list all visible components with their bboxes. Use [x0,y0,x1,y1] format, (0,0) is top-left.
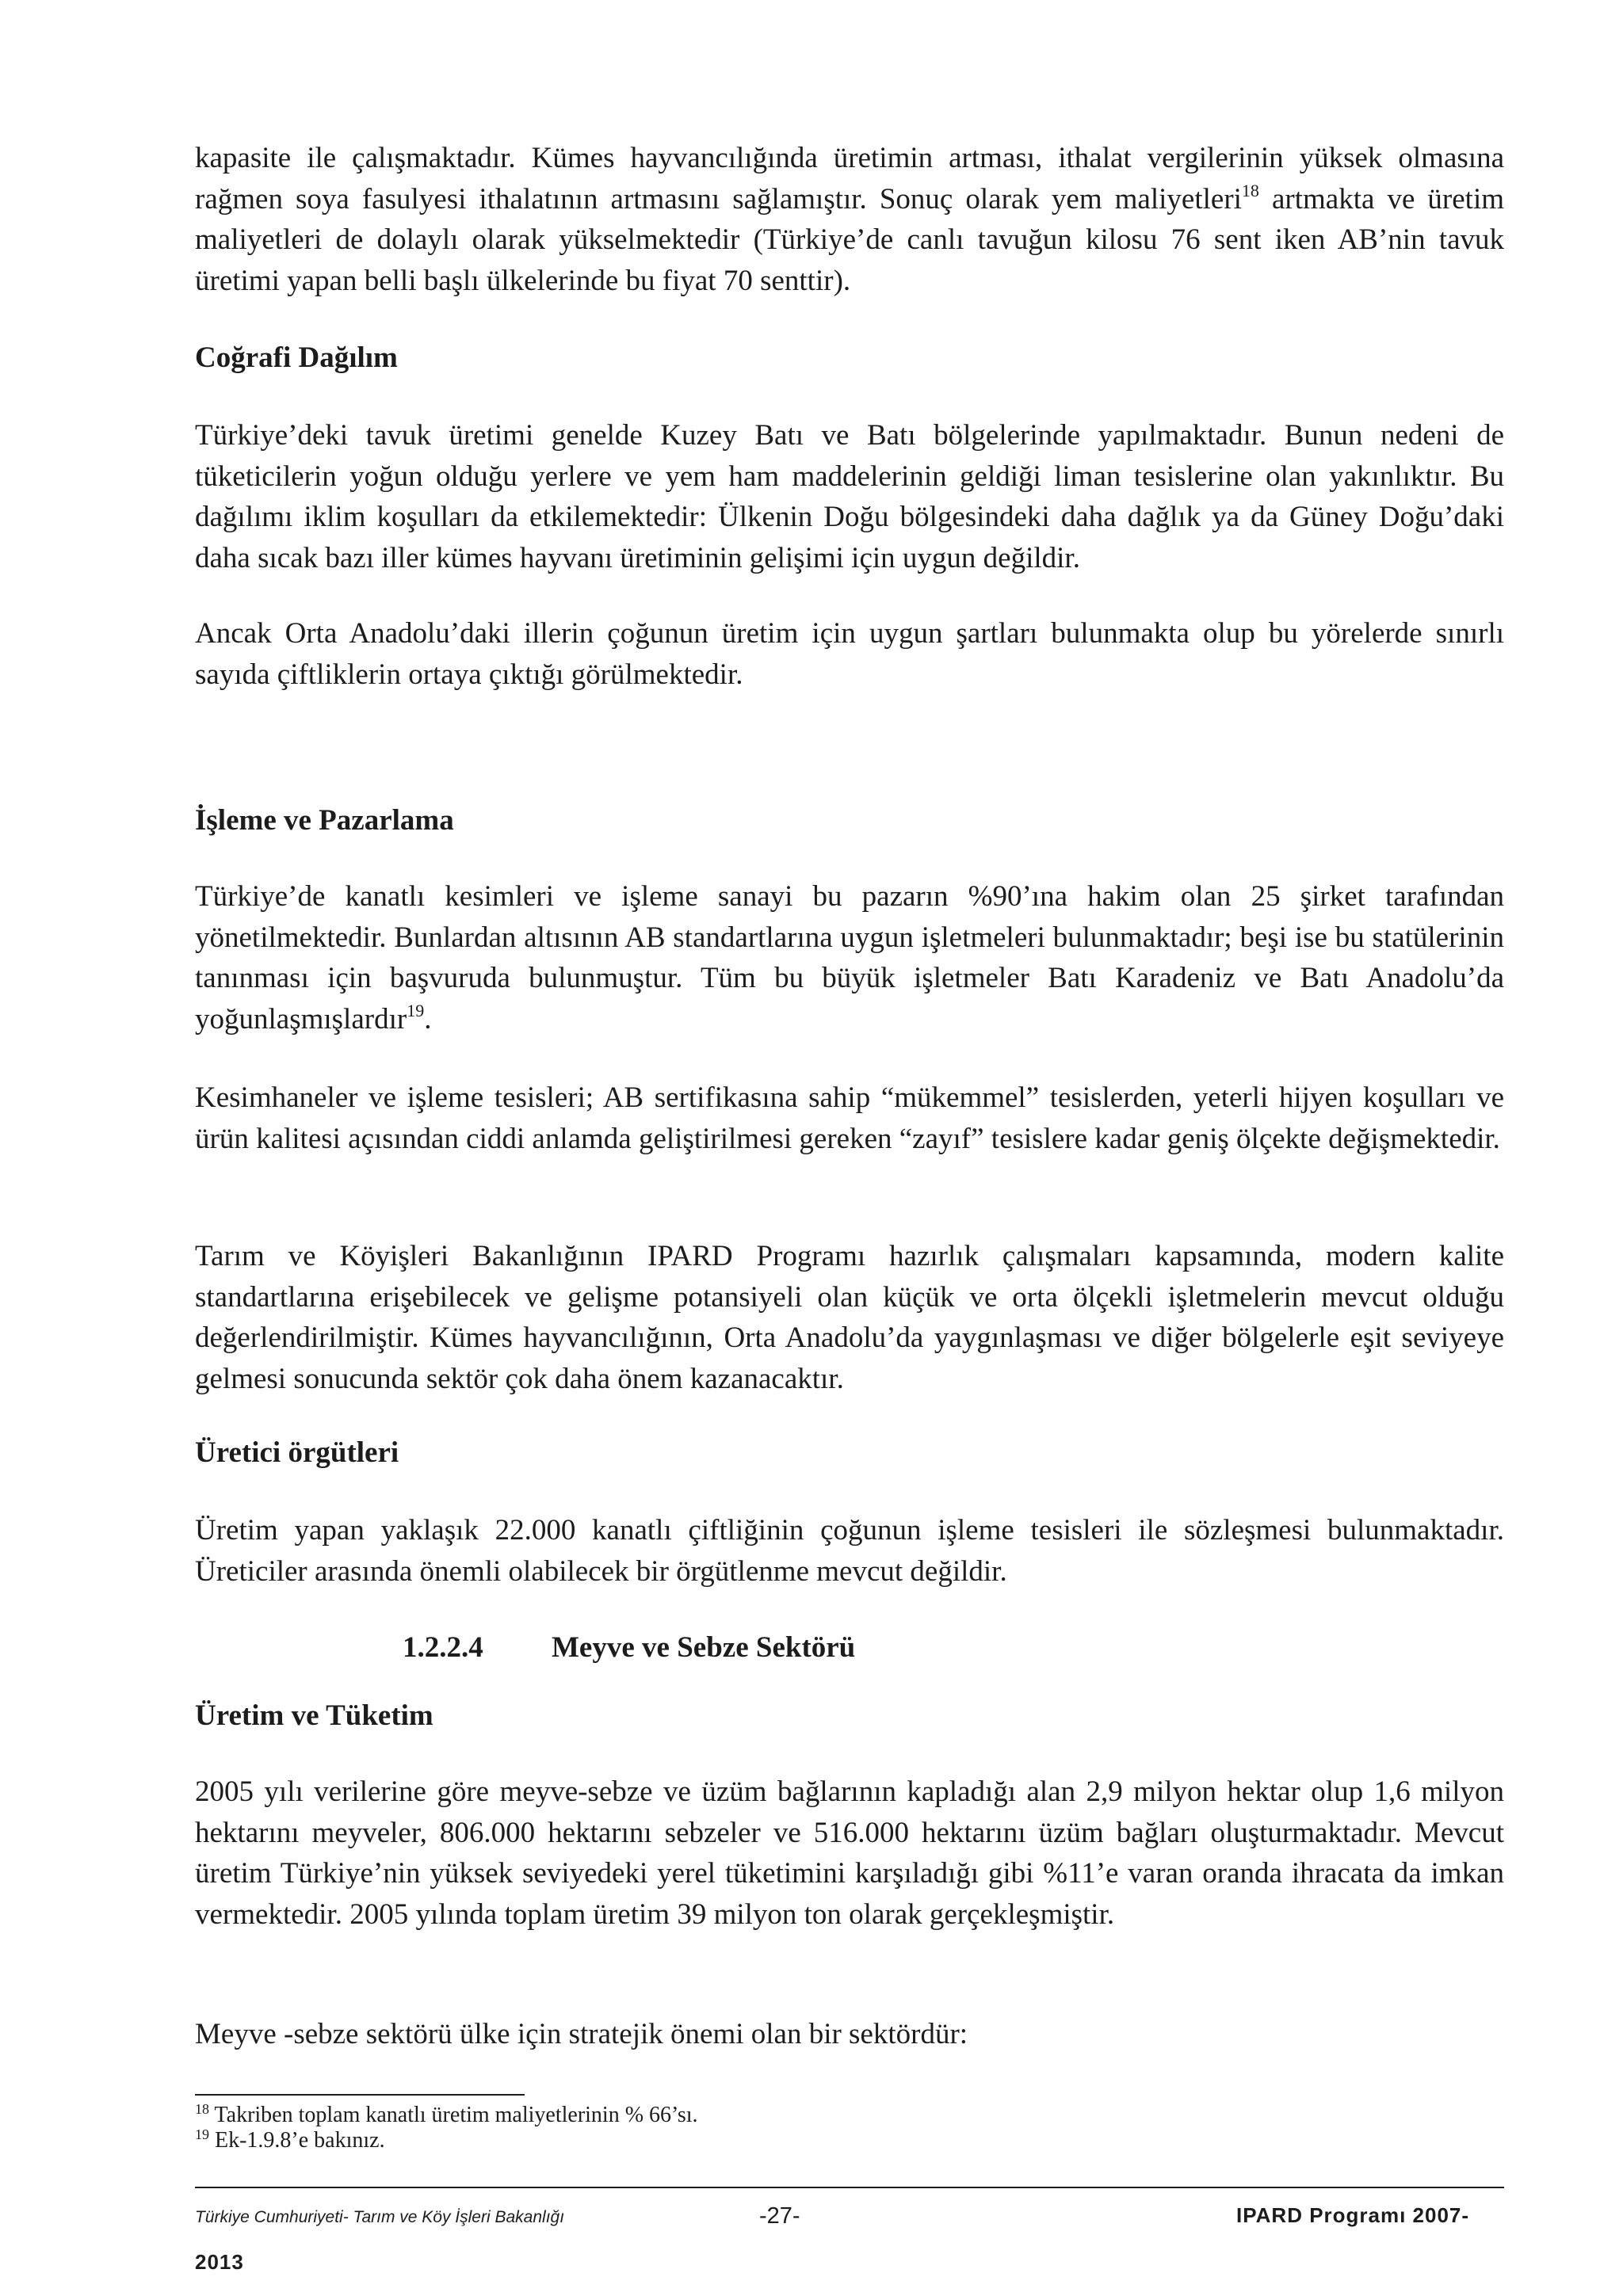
paragraph-ipard-preparation: Tarım ve Köyişleri Bakanlığının IPARD Programı hazırlık çalışmaları kapsamında, modern kalite standartlarına erişebilecek ve gelişme potansiyeli olan küçük ve orta ölçekli işletmelerin mevcut olduğu değerlendirilmiştir. Kümes hayvancılığının, Orta Anadolu’da yaygınlaşması ve diğer bölgelerle eşit seviyeye gelmesi sonucunda sektör çok daha önem kazanacaktır. [195,1240,1504,1395]
paragraph-slaughterhouses: Kesimhaneler ve işleme tesisleri; AB sertifikasına sahip “mükemmel” tesislerden, yeterli hijyen koşulları ve ürün kalitesi açısından ciddi anlamda geliştirilmesi gereken “zayıf” tesislere kadar geniş ölçekte değişmektedir. [195,1081,1504,1155]
section-title: Meyve ve Sebze Sektörü [552,1631,856,1664]
paragraph-feed-costs: kapasite ile çalışmaktadır. Kümes hayvancılığında üretimin artması, ithalat vergilerinin yüksek olmasına rağmen soya fasulyesi ithalatının artmasını sağlamıştır. Sonuç olarak yem maliyetleri$^{18}$ artmakta ve üretim maliyetleri de dolaylı olarak yükselmektedir (Türkiye’de canlı tavuğun kilosu 76 sent iken AB’nin tavuk üretimi yapan belli başlı ülkelerinde bu fiyat 70 senttir). [195,142,1504,297]
footnote-separator [195,2094,525,2096]
footnote-ref-19[interactable]: 19 [407,1000,425,1020]
heading-uretim-tuketim: Üretim ve Tüketim [195,1699,433,1732]
paragraph-processing-market: Türkiye’de kanatlı kesimleri ve işleme sanayi bu pazarın %90’ına hakim olan 25 şirket tarafından yönetilmektedir. Bunlardan altısının AB standartlarına uygun işletmeleri bulunmaktadır; beşi ise bu statülerinin tanınması için başvuruda bulunmuştur. Tüm bu büyük işletmeler Batı Karadeniz ve Batı Anadolu’da yoğunlaşmışlardır$^{19}$. [195,880,1504,1035]
footnote-19: $^{19}$ Ek-1.9.8’e bakınız. [195,2126,385,2153]
footer-rule [195,2187,1504,2188]
heading-uretici-orgutleri: Üretici örgütleri [195,1436,399,1469]
paragraph-geographic-distribution: Türkiye’deki tavuk üretimi genelde Kuzey Batı ve Batı bölgelerinde yapılmaktadır. Bunun nedeni de tüketicilerin yoğun olduğu yerlere ve yem ham maddelerinin geldiği liman tesislerine olan yakınlıktır. Bu dağılımı iklim koşulları da etkilemektedir: Ülkenin Doğu bölgesindeki daha dağlık ya da Güney Doğu’daki daha sıcak bazı iller kümes hayvanı üretiminin gelişimi için uygun değildir. [195,419,1504,574]
page-number: -27- [759,2203,800,2229]
footer-program-year: 2013 [195,2250,244,2274]
paragraph-strategic-sector: Meyve -sebze sektörü ülke için stratejik önemi olan bir sektördür: [195,2018,968,2050]
footer-program-title: IPARD Programı 2007- [1236,2203,1470,2227]
paragraph-producer-organizations: Üretim yapan yaklaşık 22.000 kanatlı çiftliğinin çoğunun işleme tesisleri ile sözleşmesi bulunmaktadır. Üreticiler arasında önemli olabilecek bir örgütlenme mevcut değildir. [195,1514,1504,1588]
paragraph-production-2005: 2005 yılı verilerine göre meyve-sebze ve üzüm bağlarının kapladığı alan 2,9 milyon hektar olup 1,6 milyon hektarını meyveler, 806.000 hektarını sebzeler ve 516.000 hektarını üzüm bağları oluşturmaktadır. Mevcut üretim Türkiye’nin yüksek seviyedeki yerel tüketimini karşıladığı gibi %11’e varan oranda ihracata da imkan vermektedir. 2005 yılında toplam üretim 39 milyon ton olarak gerçekleşmiştir. [195,1775,1504,1931]
footnote-18: $^{18}$ Takriben toplam kanatlı üretim maliyetlerinin % 66’sı. [195,2101,698,2127]
section-number: 1.2.2.4 [403,1631,483,1664]
heading-isleme-pazarlama: İşleme ve Pazarlama [195,804,454,837]
footer-ministry: Türkiye Cumhuriyeti- Tarım ve Köy İşleri Bakanlığı [195,2208,565,2226]
paragraph-central-anatolia: Ancak Orta Anadolu’daki illerin çoğunun üretim için uygun şartları bulunmakta olup bu yörelerde sınırlı sayıda çiftliklerin ortaya çıktığı görülmektedir. [195,617,1504,691]
heading-cografi-dagilim: Coğrafi Dağılım [195,341,398,374]
footnote-ref-18[interactable]: 18 [1241,180,1259,200]
